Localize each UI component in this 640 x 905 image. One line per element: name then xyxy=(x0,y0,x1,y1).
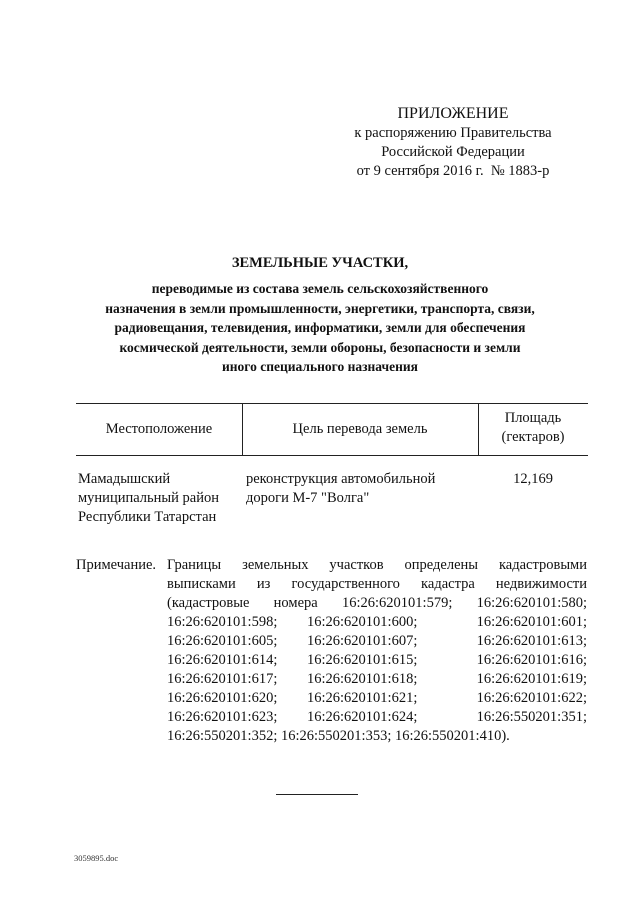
note-tail: 16:26:550201:352; 16:26:550201:353; 16:26:550201:410). xyxy=(167,728,510,744)
cadastral-code: 16:26:620101:622; xyxy=(476,690,587,706)
note-line: Границы земельных участков определены кадастровыми xyxy=(167,557,587,573)
cadastral-code: 16:26:620101:623; xyxy=(167,709,278,725)
location-line: Мамадышский xyxy=(78,471,171,487)
cadastral-code: 16:26:620101:619; xyxy=(476,671,587,687)
cadastral-code: 16:26:620101:617; xyxy=(167,671,278,687)
file-code: 3059895.doc xyxy=(74,853,119,863)
appendix-block xyxy=(330,104,576,181)
end-separator xyxy=(276,794,358,795)
table-top-rule xyxy=(76,403,588,404)
cadastral-codes-grid xyxy=(167,613,587,727)
appendix-title: ПРИЛОЖЕНИЕ xyxy=(397,105,509,122)
cadastral-code: 16:26:620101:618; xyxy=(307,671,418,687)
note-line: (кадастровые номера 16:26:620101:579; 16:26:620101:580; xyxy=(167,595,587,611)
cadastral-code: 16:26:550201:351; xyxy=(476,709,587,725)
header-area-line-2: (гектаров) xyxy=(501,429,565,445)
header-purpose: Цель перевода земель xyxy=(292,421,428,437)
subtitle-line: радиовещания, телевидения, информатики, земли для обеспечения xyxy=(114,320,526,335)
note-line: выписками из государственного кадастра недвижимости xyxy=(167,576,587,592)
subtitle-line: космической деятельности, земли обороны, безопасности и земли xyxy=(119,339,521,355)
cadastral-code: 16:26:620101:601; xyxy=(476,614,587,630)
document-title: ЗЕМЕЛЬНЫЕ УЧАСТКИ, xyxy=(231,255,409,271)
note-lead xyxy=(167,556,587,613)
document-subtitle xyxy=(40,279,600,377)
location-line: муниципальный район xyxy=(78,490,219,506)
table-row-area: 12,169 xyxy=(513,471,553,487)
cadastral-code: 16:26:620101:598; xyxy=(167,614,278,630)
appendix-line-1: к распоряжению Правительства xyxy=(354,125,552,141)
cadastral-code: 16:26:620101:605; xyxy=(167,633,278,649)
cadastral-code: 16:26:620101:620; xyxy=(167,690,278,706)
cadastral-code: 16:26:620101:614; xyxy=(167,652,278,668)
purpose-line: реконструкция автомобильной xyxy=(246,471,436,487)
subtitle-line: иного специального назначения xyxy=(222,359,418,374)
header-area xyxy=(478,409,588,447)
cadastral-code: 16:26:620101:607; xyxy=(307,633,418,649)
appendix-line-3: от 9 сентября 2016 г. № 1883-р xyxy=(356,163,550,179)
location-line: Республики Татарстан xyxy=(78,509,217,525)
cadastral-code: 16:26:620101:600; xyxy=(307,614,418,630)
cadastral-code: 16:26:620101:624; xyxy=(307,709,418,725)
header-location: Местоположение xyxy=(105,421,213,437)
table-header-rule xyxy=(76,455,588,456)
cadastral-code: 16:26:620101:615; xyxy=(307,652,418,668)
note-label: Примечание. xyxy=(76,557,157,573)
subtitle-line: назначения в земли промышленности, энергетики, транспорта, связи, xyxy=(105,300,535,316)
header-area-line-1: Площадь xyxy=(504,410,562,426)
table-row-purpose xyxy=(246,470,474,508)
cadastral-code: 16:26:620101:613; xyxy=(476,633,587,649)
subtitle-line: переводимые из состава земель сельскохозяйственного xyxy=(151,281,489,296)
table-row-location xyxy=(78,470,242,527)
cadastral-code: 16:26:620101:616; xyxy=(476,652,587,668)
cadastral-code: 16:26:620101:621; xyxy=(307,690,418,706)
appendix-line-2: Российской Федерации xyxy=(381,144,525,160)
purpose-line: дороги М-7 "Волга" xyxy=(246,490,370,506)
